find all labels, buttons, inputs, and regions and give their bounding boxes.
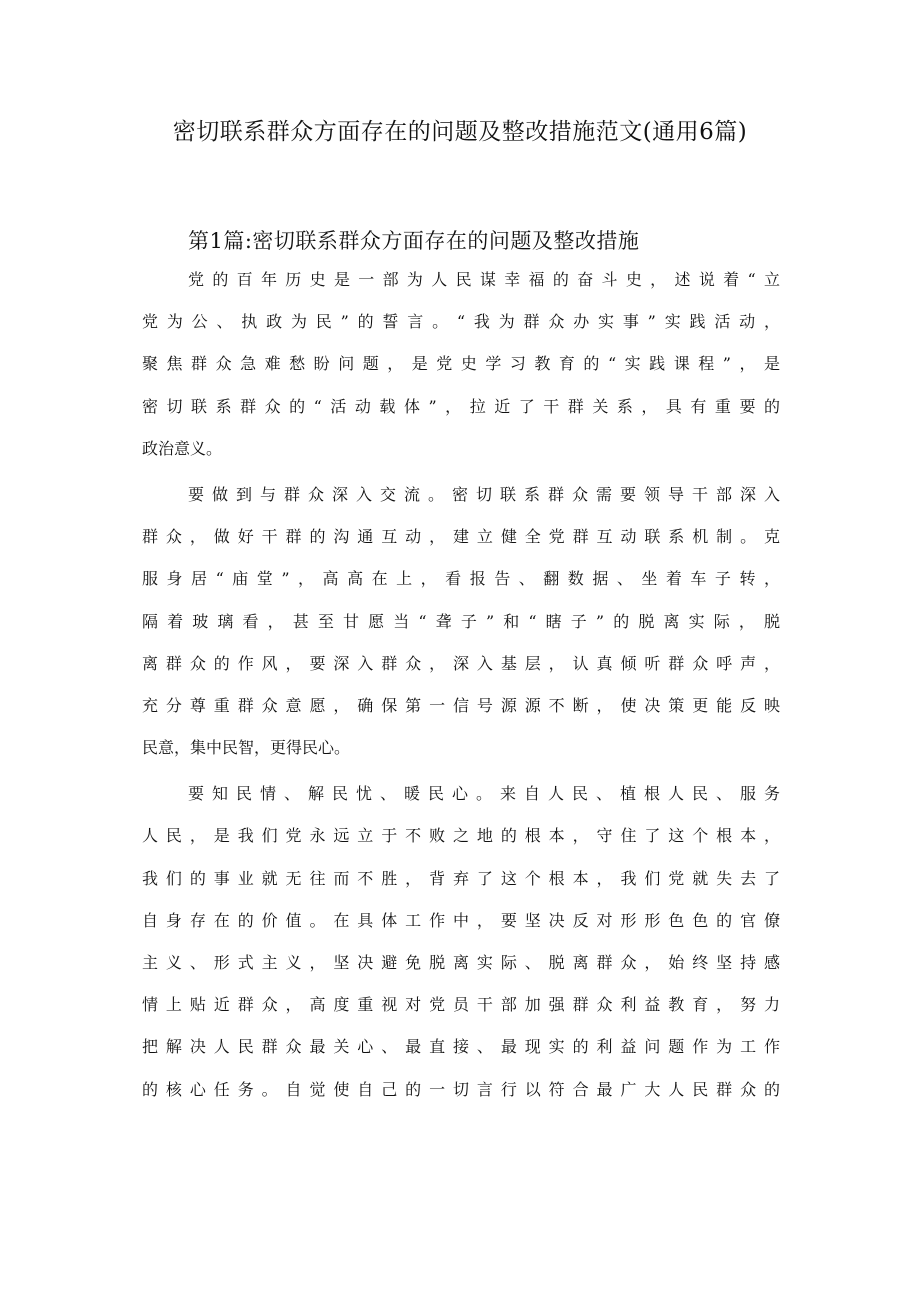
paragraph-line: 人民，是我们党永远立于不败之地的根本，守住了这个根本， [142, 826, 780, 846]
paragraph-line: 我们的事业就无往而不胜，背弃了这个根本，我们党就失去了 [142, 868, 780, 888]
section-heading: 第1篇:密切联系群众方面存在的问题及整改措施 [188, 229, 640, 253]
paragraph-1 [142, 259, 780, 470]
document-title: 密切联系群众方面存在的问题及整改措施范文(通用6篇) [172, 119, 748, 145]
paragraph-line: 的核心任务。自觉使自己的一切言行以符合最广大人民群众的 [142, 1079, 780, 1099]
paragraph-line: 党的百年历史是一部为人民谋幸福的奋斗史，述说着“立 [188, 270, 780, 289]
paragraph-line: 群众，做好干群的沟通互动，建立健全党群互动联系机制。克 [142, 527, 780, 547]
paragraph-line: 政治意义。 [142, 438, 223, 458]
document-body [142, 224, 780, 1111]
paragraph-line: 服身居“庙堂”，高高在上，看报告、翻数据、坐着车子转， [142, 569, 780, 589]
paragraph-line: 情上贴近群众，高度重视对党员干部加强群众利益教育，努力 [142, 995, 780, 1015]
paragraph-line: 密切联系群众的“活动载体”，拉近了干群关系，具有重要的 [142, 396, 780, 416]
paragraph-line: 聚焦群众急难愁盼问题，是党史学习教育的“实践课程”，是 [142, 354, 780, 374]
paragraph-line: 隔着玻璃看，甚至甘愿当“聋子”和“瞎子”的脱离实际，脱 [142, 611, 780, 631]
paragraph-line: 自身存在的价值。在具体工作中，要坚决反对形形色色的官僚 [142, 910, 780, 930]
paragraph-line: 党为公、执政为民”的誓言。“我为群众办实事”实践活动， [142, 312, 780, 332]
paragraph-3 [142, 773, 780, 1111]
paragraph-line: 主义、形式主义，坚决避免脱离实际、脱离群众，始终坚持感 [142, 953, 780, 972]
paragraph-line: 要知民情、解民忧、暖民心。来自人民、植根人民、服务 [188, 784, 780, 804]
paragraph-line: 充分尊重群众意愿，确保第一信号源源不断，使决策更能反映 [142, 695, 780, 715]
paragraph-line: 民意，集中民智，更得民心。 [142, 738, 351, 758]
paragraph-line: 把解决人民群众最关心、最直接、最现实的利益问题作为工作 [142, 1037, 780, 1057]
paragraph-line: 要做到与群众深入交流。密切联系群众需要领导干部深入 [188, 484, 780, 504]
paragraph-line: 离群众的作风，要深入群众，深入基层，认真倾听群众呼声， [142, 653, 780, 673]
paragraph-2 [142, 474, 780, 769]
